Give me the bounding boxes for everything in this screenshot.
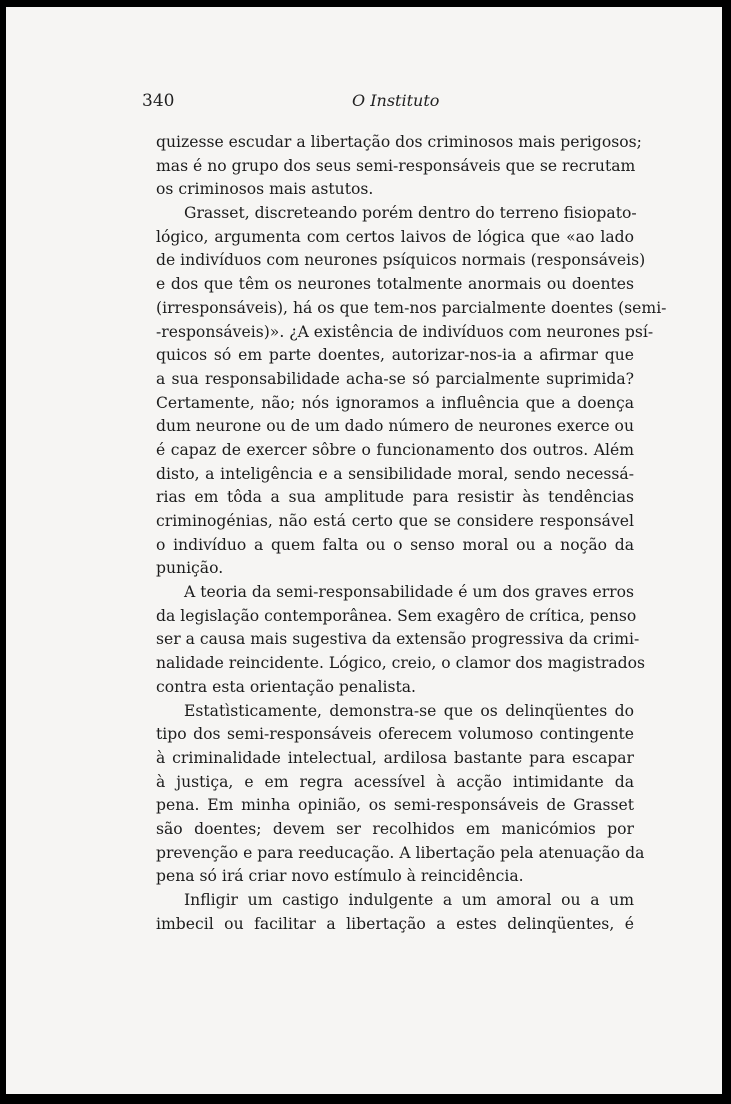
text-line: são doentes; devem ser recolhidos em manicómios por xyxy=(156,819,634,838)
text-line: criminogénias, não está certo que se considere responsável xyxy=(156,512,634,530)
text-line: A teoria da semi-responsabilidade é um dos graves erros xyxy=(184,583,634,602)
text-line: dum neurone ou de um dado número de neurones exerce ou xyxy=(156,417,634,436)
text-line: ser a causa mais sugestiva da extensão progressiva da crimi- xyxy=(156,630,640,649)
paragraph xyxy=(156,581,646,699)
text-line: quicos só em parte doentes, autorizar-nos-ia a afirmar que xyxy=(156,346,634,365)
text-line: o indivíduo a quem falta ou o senso moral ou a noção da xyxy=(156,535,634,554)
text-line: disto, a inteligência e a sensibilidade moral, sendo necessá- xyxy=(156,464,634,483)
paragraph xyxy=(156,131,642,202)
text-line: imbecil ou facilitar a libertação a estes delinqüentes, é xyxy=(156,914,634,933)
text-line: -responsáveis)». ¿A existência de indivíduos com neurones psí- xyxy=(156,322,654,341)
text-line: (irresponsáveis), há os que tem-nos parcialmente doentes (semi- xyxy=(156,298,667,317)
text-line: e dos que têm os neurones totalmente anormais ou doentes xyxy=(156,275,634,294)
text-line: nalidade reincidente. Lógico, creio, o clamor dos magistrados xyxy=(156,654,646,673)
page-number: 340 xyxy=(142,91,175,111)
text-line: a sua responsabilidade acha-se só parcialmente suprimida? xyxy=(156,369,634,388)
text-line: lógico, argumenta com certos laivos de lógica que «ao lado xyxy=(156,227,634,246)
text-line: contra esta orientação penalista. xyxy=(156,677,416,696)
text-line: da legislação contemporânea. Sem exagêro de crítica, penso xyxy=(156,606,637,625)
body-text xyxy=(156,131,667,936)
document-page xyxy=(6,7,722,1094)
text-line: à justiça, e em regra acessível à acção intimidante da xyxy=(156,772,634,791)
text-line: mas é no grupo dos seus semi-responsáveis que se recrutam xyxy=(156,156,636,175)
text-line: rias em tôda a sua amplitude para resistir às tendências xyxy=(156,488,634,507)
running-title: O Instituto xyxy=(352,91,440,110)
text-line: prevenção e para reeducação. A libertação pela atenuação da xyxy=(156,843,645,862)
text-line: Estatìsticamente, demonstra-se que os delinqüentes do xyxy=(184,701,634,720)
paragraph xyxy=(156,700,645,890)
text-line: Certamente, não; nós ignoramos a influência que a doença xyxy=(156,393,634,412)
text-line: Infligir um castigo indulgente a um amoral ou a um xyxy=(184,891,634,909)
page-header xyxy=(142,91,632,113)
text-line: de indivíduos com neurones psíquicos normais (responsáveis) xyxy=(156,251,646,270)
text-line: pena só irá criar novo estímulo à reincidência. xyxy=(156,867,524,886)
text-line: quizesse escudar a libertação dos criminosos mais perigosos; xyxy=(156,133,642,151)
text-line: é capaz de exercer sôbre o funcionamento dos outros. Além xyxy=(156,440,634,459)
text-line: os criminosos mais astutos. xyxy=(156,180,374,199)
text-line: tipo dos semi-responsáveis oferecem volumoso contingente xyxy=(156,725,634,744)
text-line: Grasset, discreteando porém dentro do terreno fisiopato- xyxy=(184,204,637,223)
text-line: à criminalidade intelectual, ardilosa bastante para escapar xyxy=(156,748,634,767)
text-line: pena. Em minha opinião, os semi-responsáveis de Grasset xyxy=(156,796,634,815)
paragraph xyxy=(156,202,667,581)
text-line: punição. xyxy=(156,559,224,578)
paragraph xyxy=(156,889,634,936)
